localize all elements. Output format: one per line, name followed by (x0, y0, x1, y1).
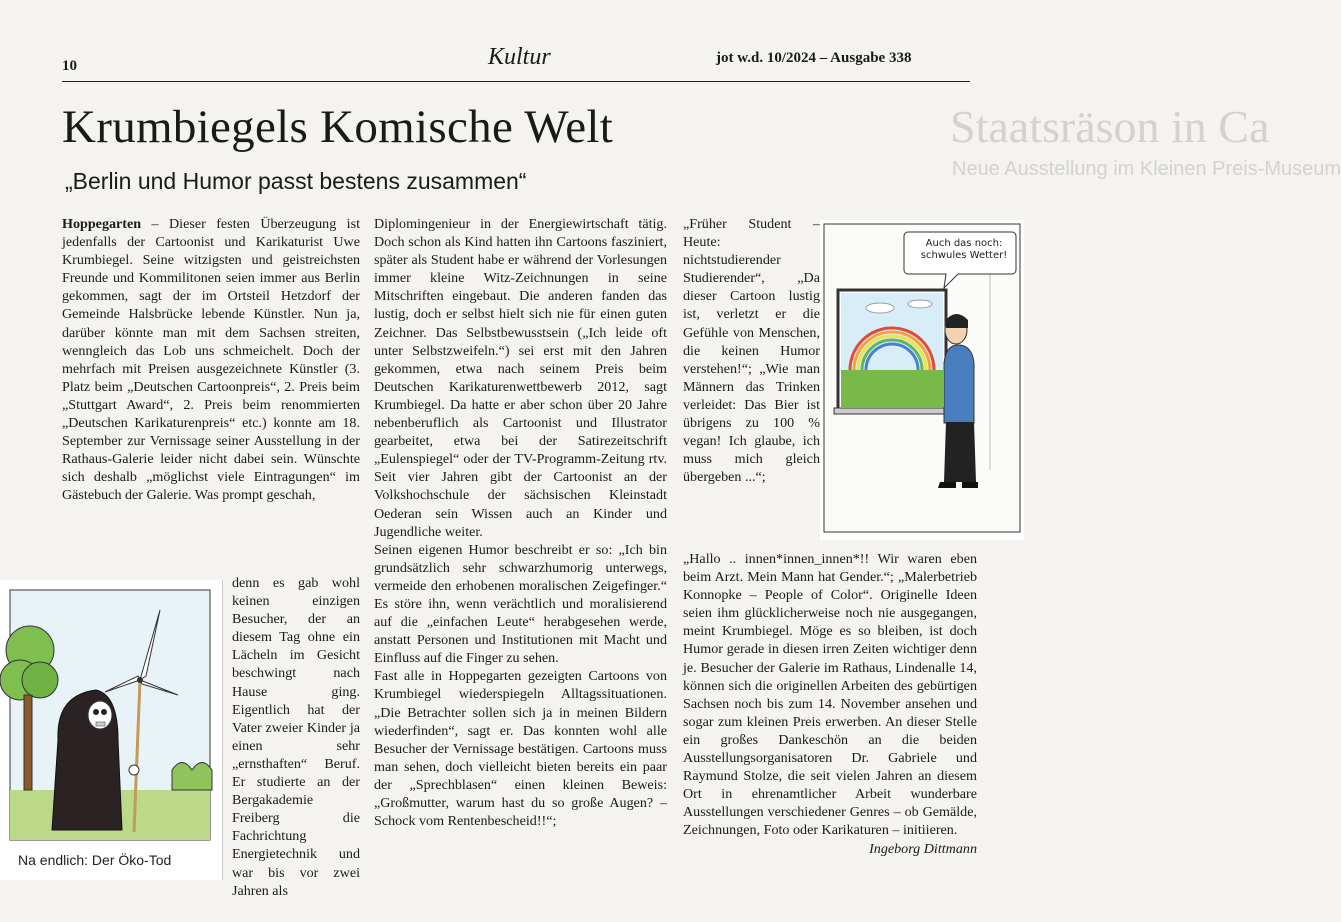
cartoon-rainbow-drawing (820, 220, 1024, 540)
column-3-bottom (683, 550, 977, 890)
issue-info: jot w.d. 10/2024 – Ausgabe 338 (716, 50, 912, 66)
author: Ingeborg Dittmann (869, 840, 977, 857)
col1-text-bottom: denn es gab wohl keinen einzigen Besucher, der an diesem Tag ohne ein Lächeln im Gesicht beschwingt nach Hause ging. Eigentlich hat der Vater zweier Kinder ja einen sehr „ernsthaften“ Beruf. Er studierte an der Bergakademie Freiberg die Fachrichtung Energietechnik und war bis vor zwei Jahren als (232, 575, 360, 899)
col2-paragraph-3: Fast alle in Hoppegarten gezeigten Cartoons von Krumbiegel wiederspiegeln Alltagssituationen. „Die Betrachter sollen sich ja in meinen Bildern wiederfinden“, sagt er. Das konnten wohl alle Besucher der Vernissage bestätigen. Cartoons muss man sehen, doch vielleicht bieten bereits ein paar der „Sprechblasen“ einen kleinen Beweis: „Großmutter, warum hast du so große Augen? – Schock vom Rentenbescheid!!“; (374, 668, 667, 830)
column-3-top (683, 215, 820, 555)
bleed-subtitle: Neue Ausstellung im Kleinen Preis-Museum (952, 158, 1341, 180)
col3-text-top: „Früher Student – Heute: nichtstudierender Studierender“, „Da dieser Cartoon lustig ist, verletzt er die Gefühle von Menschen, die keinen Humor verstehen!“; „Wie man Männern das Trinken verleidet: Das Bier ist übrigens zu 100 % vegan! Ich glaube, ich muss mich gleich übergeben ...“; (683, 216, 820, 486)
cartoon-grim-reaper (0, 580, 223, 880)
bleed-title: Staatsräson in Ca (950, 101, 1270, 152)
col2-paragraph-1: Diplomingenieur in der Energiewirtschaft tätig. Doch schon als Kind hatten ihn Cartoons fasziniert, später als Student habe er während der Vorlesungen immer kleine Witz-Zeichnungen in seine Mitschriften eingebaut. Die anderen fanden das lustig, doch er selbst hielt sich nie für einen guten Zeichner. Das Selbstbewusstsein („Ich leide oft unter Selbstzweifeln.“) sei erst mit den Jahren gekommen, etwa nach seinem Preis beim Deutschen Karikaturenwettbewerb 2012, sagt Krumbiegel. Da hatte er aber schon über 20 Jahre nebenberuflich als Cartoonist und Illustrator gearbeitet, etwa bei der Satirezeitschrift „Eulenspiegel“ oder der TV-Programm-Zeitung rtv. Seit vier Jahren gibt der Cartoonist an der Volkshochschule der sächsischen Kleinstadt Oederan sein Wissen auch an Kinder und Jugendliche weiter. (374, 216, 667, 540)
section-title: Kultur (488, 44, 551, 70)
adjacent-page-bleed (930, 40, 1341, 240)
cartoon-rainbow (820, 220, 1024, 540)
cartoon-grim-reaper-drawing (0, 580, 222, 880)
headline: Krumbiegels Komische Welt (62, 101, 614, 153)
column-1-top (62, 215, 360, 585)
dateline: Hoppegarten (62, 216, 142, 232)
speech-bubble-text: Auch das noch: schwules Wetter! (920, 238, 1008, 261)
cartoon-caption: Na endlich: Der Öko-Tod (18, 852, 172, 868)
page-number: 10 (62, 58, 77, 74)
header-rule (62, 81, 970, 82)
col1-text: – Dieser festen Überzeugung ist jedenfalls der Cartoonist und Karikaturist Uwe Krumbiegel. Seine witzigsten und geistreichsten Freunde und Kommilitonen seien immer aus Berlin gekommen, sagt der im Ortsteil Hetzdorf der Gemeinde Halsbrücke lebende Künstler. Nun ja, darüber könnte man mit dem Sachsen streiten, wenngleich das Lob uns schmeichelt. Doch der mehrfach mit Preisen ausgezeichnete Künstler (3. Platz beim „Deutschen Cartoonpreis“, 2. Preis beim „Stuttgart Award“, 2. Preis beim renommierten „Deutschen Karikaturenpreis“ etc.) konnte am 18. September zur Vernissage seiner Ausstellung in der Rathaus-Galerie leider nicht dabei sein. Wünschte sich deshalb „möglichst viele Eintragungen“ im Gästebuch der Galerie. Was prompt geschah, (62, 216, 360, 504)
col3-text-bottom: „Hallo .. innen*innen_innen*!! Wir waren eben beim Arzt. Mein Mann hat Gender.“; „Malerbetrieb Konnopke – People of Color“. Originelle Ideen seien ihm glücklicherweise noch nie ausgegangen, meint Krumbiegel. Möge es so bleiben, ist doch Humor gerade in diesen irren Zeiten wichtiger denn je. Besucher der Galerie im Rathaus, Lindenalle 14, können sich die originellen Arbeiten des gebürtigen Sachsen noch bis zum 14. November ansehen und sogar zum kleinen Preis erwerben. An dieser Stelle ein großes Dankeschön an die beiden Ausstellungsorganisatoren Dr. Gabriele und Raymund Stolze, die seit vielen Jahren an diesem Ort in ehrenamtlicher Arbeit wunderbare Ausstellungen verschiedener Genres – ob Gemälde, Zeichnungen, Foto oder Karikaturen – initiieren. (683, 551, 977, 839)
subheadline: „Berlin und Humor passt bestens zusammen“ (65, 168, 527, 194)
column-1-bottom (232, 574, 360, 899)
column-2 (374, 215, 667, 899)
col2-paragraph-2: Seinen eigenen Humor beschreibt er so: „Ich bin grundsätzlich sehr schwarzhumorig unterwegs, vermeide den erhobenen moralischen Zeigefinger.“ Es störe ihn, wenn verächtlich und moralisierend auf die „einfachen Leute“ herabgesehen werde, anstatt Personen und Institutionen mit Macht und Einfluss auf die Finger zu sehen. (374, 541, 667, 667)
